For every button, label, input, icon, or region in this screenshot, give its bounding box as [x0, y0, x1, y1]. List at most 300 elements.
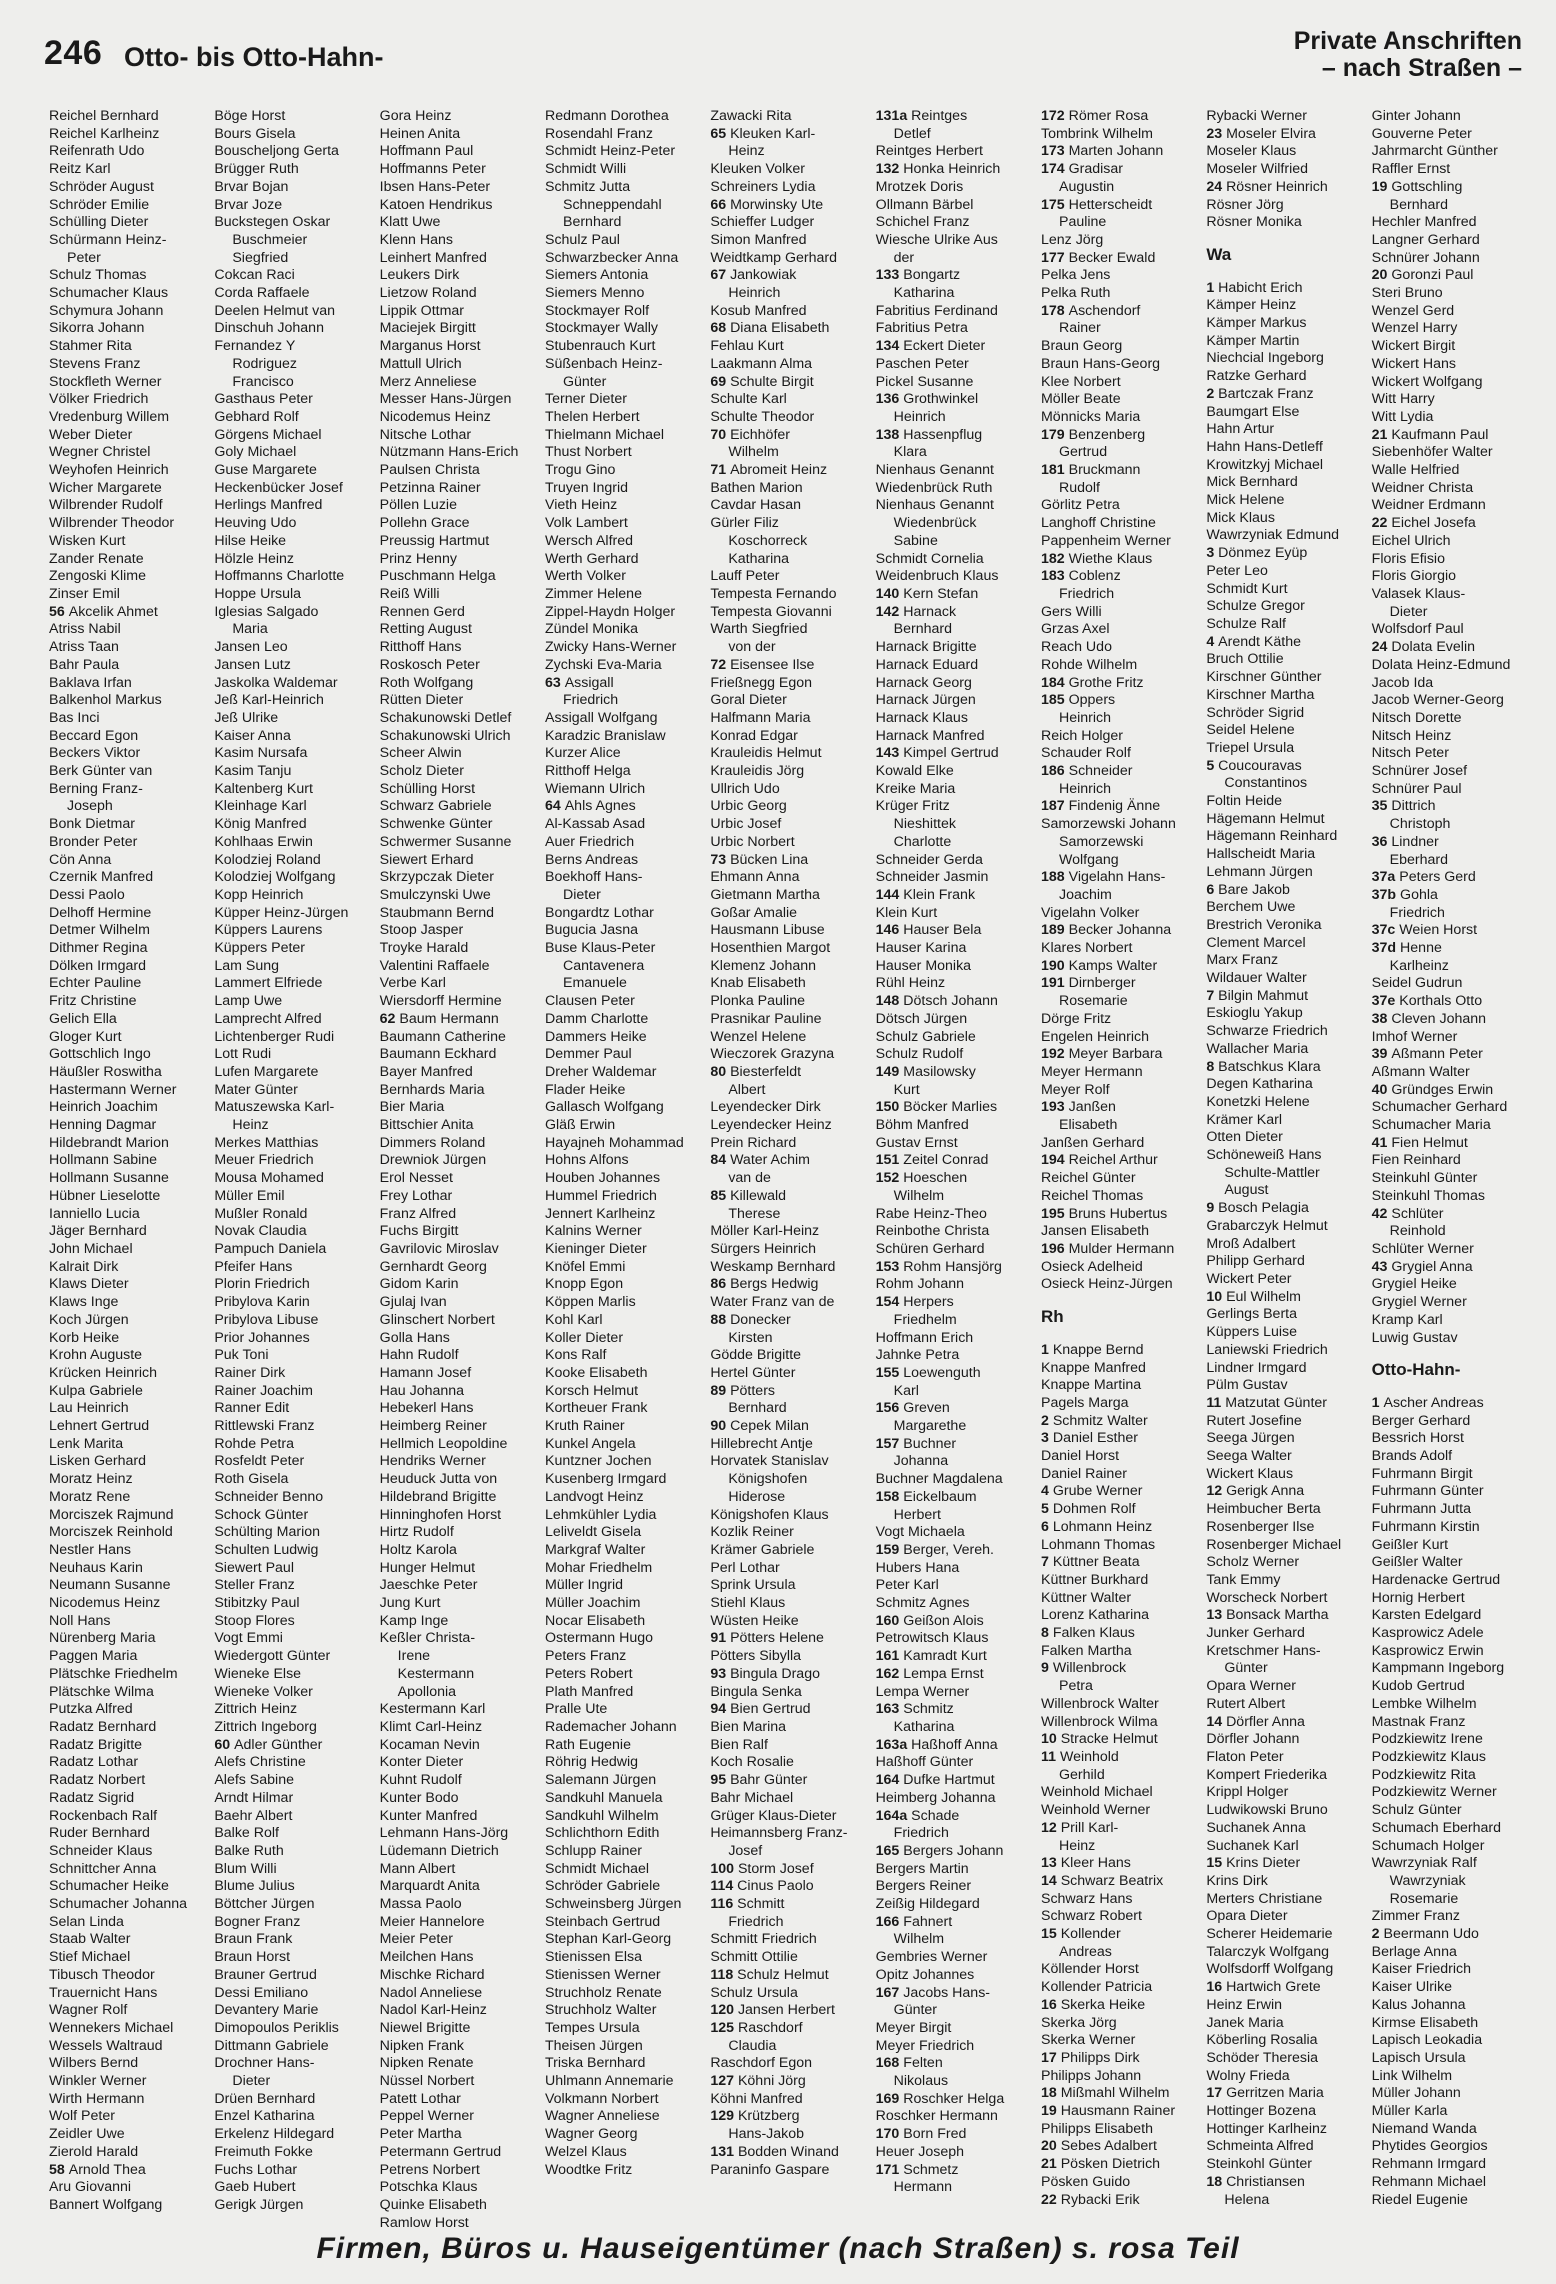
- house-number-entry: 183 Coblenz: [1040, 568, 1121, 585]
- resident-entry: Jahrmarcht Günther: [1371, 143, 1498, 160]
- resident-entry: Nipken Renate: [379, 2055, 474, 2072]
- resident-entry: Lenk Marita: [49, 1435, 124, 1452]
- resident-entry: Philipps Elisabeth: [1040, 2120, 1153, 2137]
- resident-entry: Schwarzbecker Anna: [544, 249, 679, 266]
- resident-entry: Talarczyk Wolfgang: [1206, 1943, 1330, 1960]
- house-number-entry: 22 Rybacki Erik: [1040, 2191, 1140, 2208]
- entry-continuation: Claudia: [728, 2037, 777, 2054]
- resident-entry: Zawacki Rita: [710, 108, 792, 124]
- resident-entry: Dolata Heinz-Edmund: [1371, 656, 1511, 673]
- resident-entry: Weskamp Bernhard: [710, 1258, 836, 1275]
- resident-entry: Wieneke Else: [214, 1665, 302, 1682]
- house-number-entry: 60 Adler Günther: [214, 1736, 323, 1753]
- house-number-entry: 146 Hauser Bela: [875, 922, 982, 939]
- house-number-entry: 172 Römer Rosa: [1040, 108, 1149, 124]
- resident-entry: Nipken Frank: [379, 2037, 465, 2054]
- section-title-line1: Private Anschriften: [1293, 27, 1522, 55]
- resident-entry: Jacob Ida: [1371, 674, 1434, 691]
- resident-entry: Zimmer Helene: [544, 585, 642, 602]
- resident-entry: Wiemann Ulrich: [544, 780, 646, 797]
- resident-entry: Kämper Heinz: [1206, 297, 1297, 314]
- resident-entry: Berchem Uwe: [1206, 899, 1296, 916]
- resident-entry: Hollmann Sabine: [49, 1152, 158, 1169]
- resident-entry: Petrowitsch Klaus: [875, 1630, 989, 1647]
- resident-entry: Detmer Wilhelm: [49, 922, 150, 939]
- resident-entry: Zippel-Haydn Holger: [544, 603, 676, 620]
- resident-entry: Mick Bernhard: [1206, 474, 1298, 491]
- resident-entry: Pagels Marga: [1040, 1394, 1129, 1411]
- house-number-entry: 169 Roschker Helga: [875, 2090, 1005, 2107]
- directory-columns: [49, 108, 1529, 2231]
- resident-entry: Riedel Eugenie: [1371, 2191, 1468, 2208]
- resident-entry: Moratz Heinz: [49, 1471, 133, 1488]
- resident-entry: Al-Kassab Asad: [544, 816, 646, 833]
- resident-entry: Triska Bernhard: [544, 2055, 646, 2072]
- resident-entry: Grzas Axel: [1040, 621, 1110, 638]
- entry-continuation: Nieshittek: [893, 816, 956, 833]
- resident-entry: Troyke Harald: [379, 940, 469, 957]
- resident-entry: Dreher Waldemar: [544, 1063, 657, 1080]
- house-number-entry: 41 Fien Helmut: [1371, 1134, 1468, 1151]
- resident-entry: Leyendecker Dirk: [710, 1099, 821, 1116]
- resident-entry: Werth Volker: [544, 568, 626, 585]
- resident-entry: Nestler Hans: [49, 1541, 132, 1558]
- resident-entry: Opara Werner: [1206, 1678, 1296, 1695]
- resident-entry: Kons Ralf: [544, 1347, 607, 1364]
- resident-entry: Kaiser Anna: [214, 727, 291, 744]
- directory-column: [380, 108, 537, 2232]
- house-number-entry: 174 Gradisar: [1040, 161, 1124, 178]
- house-number-entry: 67 Jankowiak: [710, 267, 797, 284]
- resident-entry: Deelen Helmut van: [214, 302, 335, 319]
- resident-entry: Mick Helene: [1206, 492, 1285, 509]
- entry-continuation: Katharina: [893, 1718, 955, 1735]
- resident-entry: Schumacher Klaus: [49, 285, 169, 302]
- directory-column: [876, 108, 1033, 2232]
- resident-entry: Kooke Elisabeth: [544, 1364, 648, 1381]
- resident-entry: Pötters Sibylla: [710, 1648, 802, 1665]
- resident-entry: Cön Anna: [49, 851, 112, 868]
- resident-entry: Dörfler Johann: [1206, 1731, 1300, 1748]
- resident-entry: Aßmann Walter: [1371, 1063, 1470, 1080]
- entry-continuation: Wiedenbrück: [893, 515, 977, 532]
- entry-continuation: Elisabeth: [1058, 1117, 1118, 1134]
- house-number-entry: 11 Weinhold: [1040, 1748, 1119, 1765]
- resident-entry: Urbic Josef: [710, 816, 782, 833]
- resident-entry: Krüger Fritz: [875, 798, 950, 815]
- resident-entry: Lau Heinrich: [49, 1400, 129, 1417]
- house-number-entry: 177 Becker Ewald: [1040, 249, 1156, 266]
- house-number-entry: 9 Willenbrock: [1040, 1660, 1127, 1677]
- directory-column: [1206, 108, 1363, 2232]
- house-number-entry: 43 Grygiel Anna: [1371, 1258, 1473, 1275]
- resident-entry: Rainer Joachim: [214, 1382, 313, 1399]
- resident-entry: Nadol Anneliese: [379, 1984, 483, 2001]
- house-number-entry: 125 Raschdorf: [710, 2019, 803, 2036]
- resident-entry: Bongardtz Lothar: [544, 904, 654, 921]
- resident-entry: Lippik Ottmar: [379, 302, 465, 319]
- entry-continuation: Gertrud: [1058, 444, 1108, 461]
- resident-entry: Houben Johannes: [544, 1170, 661, 1187]
- resident-entry: Hoffmanns Peter: [379, 161, 486, 178]
- resident-entry: Ranner Edit: [214, 1400, 290, 1417]
- resident-entry: Heimbucher Berta: [1206, 1501, 1321, 1518]
- entry-continuation: Constantinos: [1224, 775, 1308, 792]
- resident-entry: Krauleidis Jörg: [710, 763, 805, 780]
- resident-entry: Opitz Johannes: [875, 1966, 975, 1983]
- resident-entry: Zündel Monika: [544, 621, 639, 638]
- resident-entry: Terner Dieter: [544, 391, 627, 408]
- resident-entry: Kleuken Volker: [710, 161, 805, 178]
- resident-entry: Karadzic Branislaw: [544, 727, 666, 744]
- resident-entry: Baumgart Else: [1206, 403, 1300, 420]
- resident-entry: Eskioglu Yakup: [1206, 1005, 1303, 1022]
- resident-entry: Dinschuh Johann: [214, 320, 324, 337]
- resident-entry: Gustav Ernst: [875, 1134, 958, 1151]
- entry-continuation: van de: [728, 1170, 771, 1187]
- resident-entry: Bas Inci: [49, 709, 100, 726]
- entry-continuation: Kurt: [893, 1081, 920, 1098]
- resident-entry: Walle Helfried: [1371, 462, 1460, 479]
- resident-entry: Lehmkühler Lydia: [544, 1506, 657, 1523]
- house-number-entry: 18 Christiansen: [1206, 2173, 1305, 2190]
- resident-entry: Ramlow Horst: [379, 2214, 469, 2231]
- resident-entry: Skerka Werner: [1040, 2032, 1136, 2049]
- resident-entry: Boekhoff Hans-: [544, 869, 643, 886]
- house-number-entry: 134 Eckert Dieter: [875, 338, 986, 355]
- resident-entry: Schröder Sigrid: [1206, 704, 1305, 721]
- entry-continuation: Eberhard: [1389, 851, 1449, 868]
- resident-entry: Kalus Johanna: [1371, 1996, 1466, 2013]
- resident-entry: Erol Nesset: [379, 1170, 453, 1187]
- resident-entry: Hamann Josef: [379, 1364, 472, 1381]
- resident-entry: Kopp Heinrich: [214, 886, 304, 903]
- resident-entry: Opara Dieter: [1206, 1908, 1288, 1925]
- resident-entry: Niechcial Ingeborg: [1206, 350, 1324, 367]
- entry-continuation: Wawrzyniak: [1389, 1872, 1466, 1889]
- resident-entry: Raffler Ernst: [1371, 161, 1451, 178]
- resident-entry: Rütten Dieter: [379, 692, 464, 709]
- resident-entry: Müller Emil: [214, 1187, 285, 1204]
- resident-entry: Krippl Holger: [1206, 1784, 1289, 1801]
- resident-entry: Phytides Georgios: [1371, 2138, 1488, 2155]
- entry-continuation: Emanuele: [562, 975, 627, 992]
- entry-continuation: Rainer: [1058, 320, 1101, 337]
- resident-entry: Zwicky Hans-Werner: [544, 639, 677, 656]
- resident-entry: Atriss Nabil: [49, 621, 121, 638]
- resident-entry: Küppers Luise: [1206, 1324, 1298, 1341]
- resident-entry: Wieczorek Grazyna: [710, 1046, 835, 1063]
- resident-entry: Tempesta Fernando: [710, 585, 837, 602]
- resident-entry: Bittschier Anita: [379, 1117, 474, 1134]
- resident-entry: Patett Lothar: [379, 2090, 461, 2107]
- resident-entry: Schumacher Gerhard: [1371, 1099, 1508, 1116]
- resident-entry: Flader Heike: [544, 1081, 626, 1098]
- resident-entry: Czernik Manfred: [49, 869, 154, 886]
- house-number-entry: 151 Zeitel Conrad: [875, 1152, 989, 1169]
- resident-entry: Mußler Ronald: [214, 1205, 308, 1222]
- house-number-entry: 69 Schulte Birgit: [710, 373, 814, 390]
- resident-entry: Reifenrath Udo: [49, 143, 145, 160]
- resident-entry: Novak Claudia: [214, 1223, 307, 1240]
- resident-entry: Selan Linda: [49, 1913, 124, 1930]
- resident-entry: Stienissen Elsa: [544, 1949, 642, 1966]
- house-number-entry: 85 Killewald: [710, 1187, 787, 1204]
- house-number-entry: 7 Küttner Beata: [1040, 1554, 1140, 1571]
- resident-entry: Seega Walter: [1206, 1448, 1292, 1465]
- house-number-entry: 10 Eul Wilhelm: [1206, 1288, 1301, 1305]
- entry-continuation: Francisco: [232, 373, 294, 390]
- house-number-entry: 68 Diana Elisabeth: [710, 320, 830, 337]
- entry-continuation: Siegfried: [232, 249, 289, 266]
- resident-entry: Schneider Jasmin: [875, 869, 989, 886]
- resident-entry: Schulz Gabriele: [875, 1028, 976, 1045]
- entry-continuation: Schneppendahl: [562, 196, 662, 213]
- resident-entry: Osieck Adelheid: [1040, 1258, 1143, 1275]
- resident-entry: Hauser Monika: [875, 957, 972, 974]
- resident-entry: Raschdorf Egon: [710, 2055, 813, 2072]
- resident-entry: Schröder August: [49, 178, 154, 195]
- house-number-entry: 165 Bergers Johann: [875, 1842, 1004, 1859]
- resident-entry: Rennen Gerd: [379, 603, 465, 620]
- entry-continuation: August: [1224, 1182, 1269, 1199]
- house-number-entry: 193 Janßen: [1040, 1099, 1116, 1116]
- resident-entry: Hoppe Ursula: [214, 585, 302, 602]
- resident-entry: Knöfel Emmi: [544, 1258, 626, 1275]
- resident-entry: Schmitt Friedrich: [710, 1931, 817, 1948]
- resident-entry: Schumach Holger: [1371, 1837, 1485, 1854]
- resident-entry: Gürler Filiz: [710, 515, 779, 532]
- entry-continuation: Heinrich: [1058, 709, 1112, 726]
- resident-entry: Mohar Friedhelm: [544, 1559, 653, 1576]
- house-number-entry: 127 Köhni Jörg: [710, 2073, 806, 2090]
- house-number-entry: 153 Rohm Hansjörg: [875, 1258, 1002, 1275]
- entry-continuation: Apollonia: [397, 1683, 457, 1700]
- resident-entry: Bronder Peter: [49, 833, 138, 850]
- resident-entry: Hahn Artur: [1206, 421, 1275, 438]
- resident-entry: Weber Dieter: [49, 426, 133, 443]
- resident-entry: Gelich Ella: [49, 1010, 117, 1027]
- resident-entry: Schulte Karl: [710, 391, 787, 408]
- resident-entry: Paggen Maria: [49, 1648, 138, 1665]
- resident-entry: Lamp Uwe: [214, 993, 283, 1010]
- resident-entry: Wickert Wolfgang: [1371, 373, 1483, 390]
- resident-entry: Lehmann Hans-Jörg: [379, 1825, 509, 1842]
- resident-entry: Ostermann Hugo: [544, 1630, 654, 1647]
- resident-entry: Merters Christiane: [1206, 1890, 1323, 1907]
- entry-continuation: Katharina: [728, 550, 790, 567]
- resident-entry: Fuchs Birgitt: [379, 1223, 459, 1240]
- house-number-entry: 63 Assigall: [544, 674, 614, 691]
- resident-entry: Schock Günter: [214, 1506, 309, 1523]
- resident-entry: Radatz Norbert: [49, 1772, 146, 1789]
- resident-entry: Wicher Margarete: [49, 479, 162, 496]
- resident-entry: Gembries Werner: [875, 1949, 988, 1966]
- resident-entry: Bathen Marion: [710, 479, 803, 496]
- resident-entry: Böge Horst: [214, 108, 286, 124]
- resident-entry: Werth Gerhard: [544, 550, 639, 567]
- street-section-heading: Otto-Hahn-: [1371, 1360, 1461, 1380]
- resident-entry: Steri Bruno: [1371, 285, 1443, 302]
- resident-entry: Podzkiewitz Klaus: [1371, 1748, 1486, 1765]
- resident-entry: Brauner Gertrud: [214, 1966, 317, 1983]
- resident-entry: Gidom Karin: [379, 1276, 459, 1293]
- resident-entry: Koch Jürgen: [49, 1311, 129, 1328]
- resident-entry: Skerka Jörg: [1040, 2014, 1117, 2031]
- resident-entry: Hallscheidt Maria: [1206, 846, 1316, 863]
- resident-entry: Görgens Michael: [214, 426, 322, 443]
- resident-entry: Clausen Peter: [544, 993, 635, 1010]
- resident-entry: Kompert Friederika: [1206, 1766, 1327, 1783]
- entry-continuation: Joseph: [67, 798, 113, 815]
- house-number-entry: 89 Pötters: [710, 1382, 776, 1399]
- house-number-entry: 94 Bien Gertrud: [710, 1701, 811, 1718]
- resident-entry: Vogt Emmi: [214, 1630, 283, 1647]
- entry-continuation: Heinz: [1058, 1837, 1096, 1854]
- resident-entry: Otten Dieter: [1206, 1129, 1283, 1146]
- resident-entry: Peppel Werner: [379, 2108, 475, 2125]
- house-number-entry: 142 Harnack: [875, 603, 957, 620]
- resident-entry: Bahr Michael: [710, 1789, 794, 1806]
- resident-entry: Bessrich Horst: [1371, 1430, 1464, 1447]
- resident-entry: Kuntzner Jochen: [544, 1453, 652, 1470]
- resident-entry: Schwarz Gabriele: [379, 798, 492, 815]
- resident-entry: Siebenhöfer Walter: [1371, 444, 1493, 461]
- entry-continuation: Günter: [562, 373, 607, 390]
- resident-entry: Petzinna Rainer: [379, 479, 481, 496]
- resident-entry: Reichel Bernhard: [49, 108, 159, 124]
- house-number-entry: 181 Bruckmann: [1040, 462, 1141, 479]
- house-number-entry: 71 Abromeit Heinz: [710, 462, 828, 479]
- resident-entry: Rohde Petra: [214, 1435, 294, 1452]
- house-number-entry: 42 Schlüter: [1371, 1205, 1444, 1222]
- resident-entry: Noll Hans: [49, 1612, 111, 1629]
- resident-entry: Baumann Eckhard: [379, 1046, 497, 1063]
- house-number-entry: 161 Kamradt Kurt: [875, 1648, 987, 1665]
- resident-entry: Leinhert Manfred: [379, 249, 487, 266]
- house-number-entry: 1 Ascher Andreas: [1371, 1394, 1484, 1411]
- resident-entry: Meuer Friedrich: [214, 1152, 314, 1169]
- resident-entry: Landvogt Heinz: [544, 1488, 644, 1505]
- resident-entry: Zengoski Klime: [49, 568, 146, 585]
- resident-entry: Lauff Peter: [710, 568, 780, 585]
- resident-entry: Rehmann Michael: [1371, 2173, 1487, 2190]
- resident-entry: Lisken Gerhard: [49, 1453, 146, 1470]
- house-number-entry: 22 Eichel Josefa: [1371, 515, 1476, 532]
- house-number-entry: 4 Grube Werner: [1040, 1483, 1143, 1500]
- resident-entry: Schweinsberg Jürgen: [544, 1896, 682, 1913]
- resident-entry: Heinen Anita: [379, 125, 461, 142]
- resident-entry: Heimberg Johanna: [875, 1789, 996, 1806]
- house-number-entry: 173 Marten Johann: [1040, 143, 1164, 160]
- resident-entry: Knappe Manfred: [1040, 1359, 1146, 1376]
- resident-entry: Koller Dieter: [544, 1329, 624, 1346]
- resident-entry: Witt Harry: [1371, 391, 1435, 408]
- resident-entry: Corda Raffaele: [214, 285, 310, 302]
- house-number-entry: 70 Eichhöfer: [710, 426, 790, 443]
- resident-entry: Braun Georg: [1040, 338, 1123, 355]
- resident-entry: Floris Efisio: [1371, 550, 1445, 567]
- house-number-entry: 136 Grothwinkel: [875, 391, 979, 408]
- house-number-entry: 66 Morwinsky Ute: [710, 196, 824, 213]
- resident-entry: Schlichthorn Edith: [544, 1825, 660, 1842]
- resident-entry: Salemann Jürgen: [544, 1772, 657, 1789]
- resident-entry: Heimannsberg Franz-: [710, 1825, 848, 1842]
- house-number-entry: 64 Ahls Agnes: [544, 798, 636, 815]
- resident-entry: Hubers Hana: [875, 1559, 960, 1576]
- resident-entry: Rademacher Johann: [544, 1718, 677, 1735]
- resident-entry: Perl Lothar: [710, 1559, 780, 1576]
- resident-entry: Königshofen Klaus: [710, 1506, 829, 1523]
- house-number-entry: 5 Dohmen Rolf: [1040, 1501, 1136, 1518]
- entry-continuation: Herbert: [893, 1506, 941, 1523]
- resident-entry: Bingula Senka: [710, 1683, 802, 1700]
- resident-entry: Lapisch Ursula: [1371, 2049, 1466, 2066]
- resident-entry: Schüren Gerhard: [875, 1241, 985, 1257]
- resident-entry: Guse Margarete: [214, 462, 317, 479]
- resident-entry: Podzkiewitz Rita: [1371, 1766, 1476, 1783]
- resident-entry: Krämer Karl: [1206, 1111, 1283, 1128]
- resident-entry: Harnack Eduard: [875, 656, 979, 673]
- house-number-entry: 175 Hetterscheidt: [1040, 196, 1153, 213]
- house-number-entry: 12 Prill Karl-: [1040, 1819, 1119, 1836]
- resident-entry: Henning Dagmar: [49, 1117, 157, 1134]
- resident-entry: Schulze Ralf: [1206, 615, 1286, 632]
- entry-continuation: Friedrich: [562, 692, 619, 709]
- entry-continuation: Bernhard: [728, 1400, 787, 1417]
- resident-entry: Gödde Brigitte: [710, 1347, 802, 1364]
- resident-entry: Jansen Leo: [214, 639, 288, 656]
- resident-entry: Pampuch Daniela: [214, 1241, 327, 1257]
- resident-entry: Roskosch Peter: [379, 656, 480, 673]
- entry-continuation: von der: [728, 639, 776, 656]
- resident-entry: Lott Rudi: [214, 1046, 272, 1063]
- resident-entry: Hoffmann Paul: [379, 143, 474, 160]
- house-number-entry: 88 Donecker: [710, 1311, 791, 1328]
- resident-entry: Vredenburg Willem: [49, 408, 170, 425]
- resident-entry: Thelen Herbert: [544, 408, 640, 425]
- street-section-heading: Rh: [1040, 1307, 1064, 1327]
- resident-entry: Keßler Christa-: [379, 1630, 476, 1647]
- resident-entry: Klatt Uwe: [379, 214, 441, 231]
- resident-entry: Kalnins Werner: [544, 1223, 642, 1240]
- resident-entry: Nitsch Heinz: [1371, 727, 1452, 744]
- house-number-entry: 138 Hassenpflug: [875, 426, 983, 443]
- resident-entry: Grygiel Werner: [1371, 1294, 1467, 1311]
- resident-entry: Müller Ingrid: [544, 1577, 624, 1594]
- house-number-entry: 168 Felten: [875, 2055, 943, 2072]
- house-number-entry: 37d Henne: [1371, 940, 1442, 957]
- resident-entry: Halfmann Maria: [710, 709, 811, 726]
- entry-continuation: Karlheinz: [1389, 957, 1449, 974]
- resident-entry: Drewniok Jürgen: [379, 1152, 487, 1169]
- house-number-entry: 131 Bodden Winand: [710, 2143, 839, 2160]
- resident-entry: Sürgers Heinrich: [710, 1241, 816, 1257]
- resident-entry: Ibsen Hans-Peter: [379, 178, 491, 195]
- resident-entry: Merkes Matthias: [214, 1134, 319, 1151]
- resident-entry: Ludwikowski Bruno: [1206, 1802, 1328, 1819]
- resident-entry: Trogu Gino: [544, 462, 616, 479]
- resident-entry: Grüger Klaus-Dieter: [710, 1807, 837, 1824]
- resident-entry: Theisen Jürgen: [544, 2037, 643, 2054]
- entry-continuation: Wilhelm: [893, 1931, 945, 1948]
- resident-entry: Staab Walter: [49, 1931, 131, 1948]
- resident-entry: Dimopoulos Periklis: [214, 2019, 339, 2036]
- resident-entry: Konetzki Helene: [1206, 1093, 1310, 1110]
- resident-entry: Berlage Anna: [1371, 1943, 1457, 1960]
- resident-entry: Bier Maria: [379, 1099, 445, 1116]
- resident-entry: Quinke Elisabeth: [379, 2196, 487, 2213]
